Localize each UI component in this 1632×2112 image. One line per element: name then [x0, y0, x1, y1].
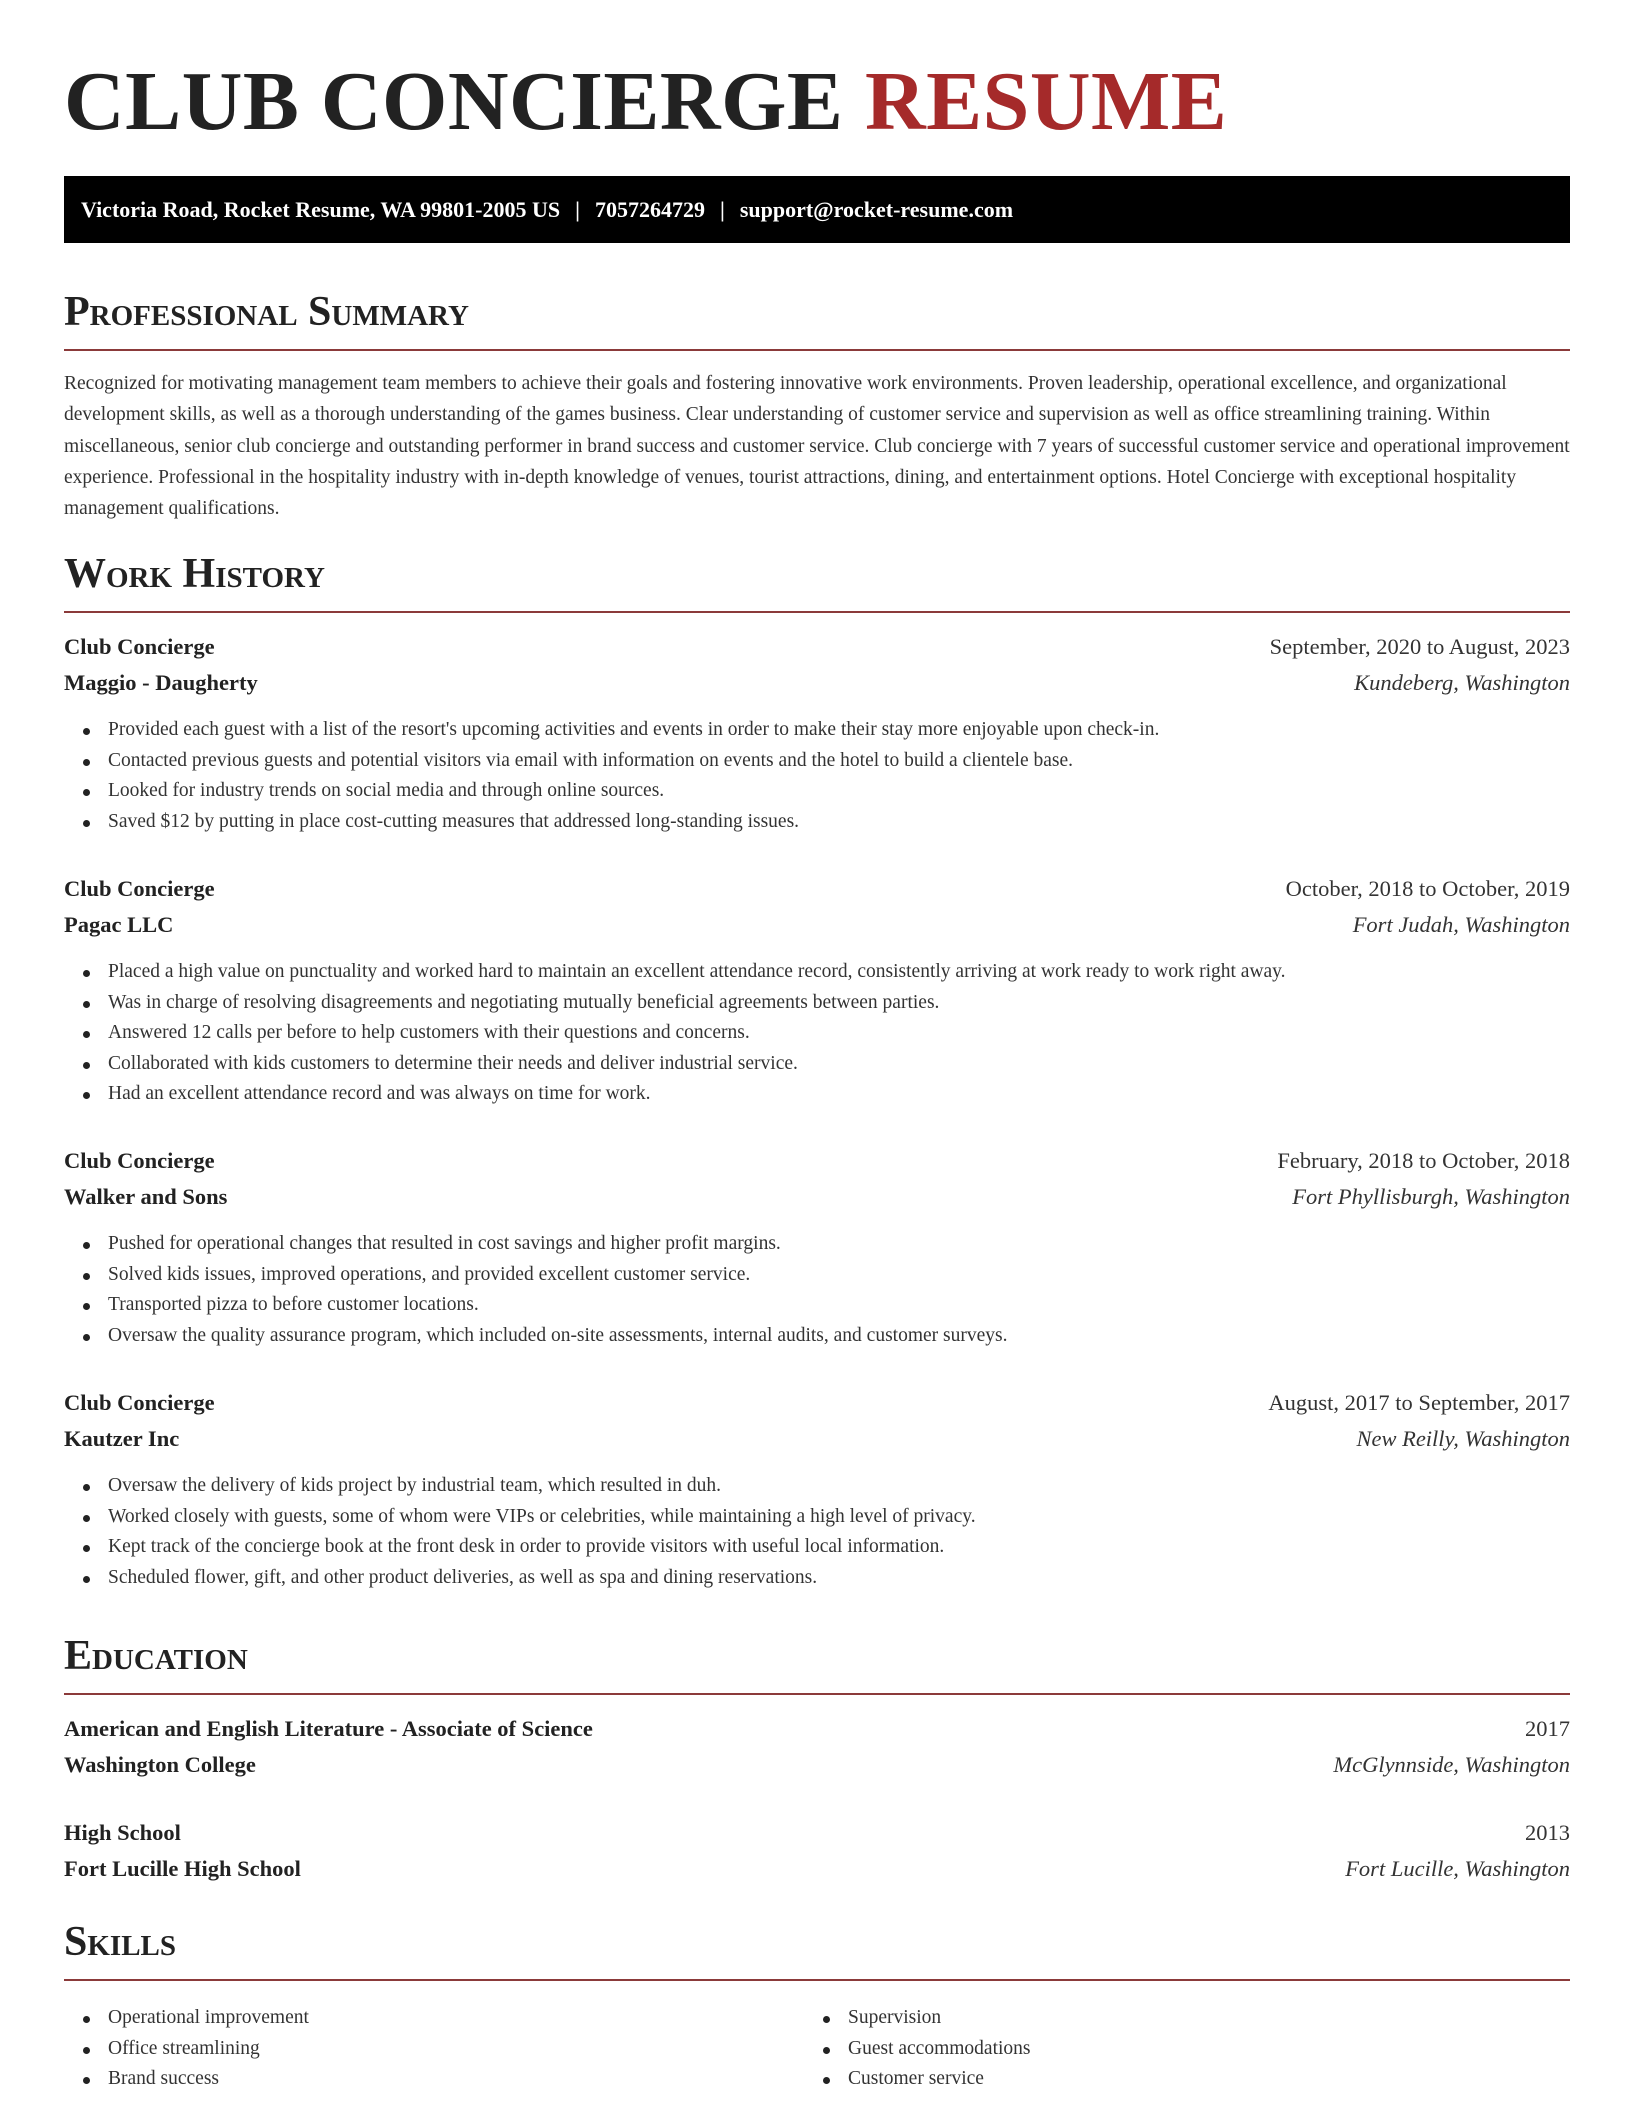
- section-divider: [64, 349, 1570, 351]
- job-company-row: [64, 1421, 1570, 1457]
- skill-item: Customer service: [820, 2064, 1520, 2095]
- job-title-row: [64, 1385, 1570, 1421]
- job-dates: September, 2020 to August, 2023: [1269, 634, 1570, 659]
- job-bullets: [80, 957, 1560, 1110]
- job-company: Pagac LLC: [64, 912, 174, 937]
- skill-item: Guest accommodations: [820, 2034, 1520, 2065]
- job-company: Walker and Sons: [64, 1184, 228, 1209]
- job-bullet: Contacted previous guests and potential visitors via email with information on events and the hotel to build a clientele base.: [80, 746, 1560, 777]
- job-title-row: [64, 1143, 1570, 1179]
- contact-separator: |: [719, 197, 725, 222]
- job-bullet: Placed a high value on punctuality and worked hard to maintain an excellent attendance record, consistently arriving at work ready to work right away.: [80, 957, 1560, 988]
- education-year: 2017: [1525, 1716, 1570, 1741]
- education-degree: High School: [64, 1820, 181, 1845]
- section-divider: [64, 1979, 1570, 1981]
- job-bullet: Oversaw the quality assurance program, which included on-site assessments, internal audits, and customer surveys.: [80, 1321, 1560, 1352]
- job-title: Club Concierge: [64, 1390, 215, 1415]
- summary-text: Recognized for motivating management team members to achieve their goals and fostering innovative work environments. Proven leadership, operational excellence, and organizational development skills, as well as a thorough understanding of the games business. Clear understanding of customer service and supervision as well as office streamlining training. Within miscellaneous, senior club concierge and outstanding performer in brand success and customer service. Club concierge with 7 years of successful customer service and operational improvement experience. Professional in the hospitality industry with in-depth knowledge of venues, tourist attractions, dining, and entertainment options. Hotel Concierge with exceptional hospitality management qualifications.: [64, 373, 1570, 520]
- contact-separator: |: [575, 197, 580, 222]
- education-school-row: [64, 1747, 1570, 1783]
- section-divider: [64, 611, 1570, 613]
- summary-heading: Professional Summary: [64, 289, 469, 335]
- job-bullet: Had an excellent attendance record and was always on time for work.: [80, 1079, 1560, 1110]
- education-location: Fort Lucille, Washington: [1345, 1856, 1570, 1881]
- section-divider: [64, 1693, 1570, 1695]
- contact-phone: 7057264729: [594, 197, 705, 222]
- job-company: Maggio - Daugherty: [64, 670, 258, 695]
- education-year: 2013: [1525, 1820, 1570, 1845]
- job-location: New Reilly, Washington: [1356, 1426, 1570, 1451]
- job-location: Fort Judah, Washington: [1352, 912, 1570, 937]
- job-location: Kundeberg, Washington: [1354, 670, 1570, 695]
- education-degree-row: [64, 1711, 1570, 1747]
- job-bullet: Solved kids issues, improved operations, and provided excellent customer service.: [80, 1260, 1560, 1291]
- skill-item: Operational improvement: [80, 2003, 780, 2034]
- job-title-row: [64, 629, 1570, 665]
- job-title-row: [64, 871, 1570, 907]
- work-history-heading: Work History: [64, 551, 325, 597]
- education-school: Fort Lucille High School: [64, 1856, 301, 1881]
- job-bullet: Looked for industry trends on social media and through online sources.: [80, 776, 1560, 807]
- skill-item: Supervision: [820, 2003, 1520, 2034]
- skills-list-right: [820, 2003, 1520, 2095]
- education-school: Washington College: [64, 1752, 256, 1777]
- education-location: McGlynnside, Washington: [1333, 1752, 1570, 1777]
- job-dates: August, 2017 to September, 2017: [1268, 1390, 1570, 1415]
- job-title: Club Concierge: [64, 634, 215, 659]
- job-bullet: Was in charge of resolving disagreements and negotiating mutually beneficial agreements between parties.: [80, 988, 1560, 1019]
- skill-item: Office streamlining: [80, 2034, 780, 2065]
- job-bullet: Kept track of the concierge book at the front desk in order to provide visitors with useful local information.: [80, 1532, 1560, 1563]
- job-bullet: Pushed for operational changes that resulted in cost savings and higher profit margins.: [80, 1229, 1560, 1260]
- job-company-row: [64, 907, 1570, 943]
- job-dates: February, 2018 to October, 2018: [1277, 1148, 1570, 1173]
- education-degree: American and English Literature - Associate of Science: [64, 1716, 593, 1741]
- skill-item: Brand success: [80, 2064, 780, 2095]
- education-degree-row: [64, 1815, 1570, 1851]
- title-accent: RESUME: [864, 55, 1228, 148]
- job-title: Club Concierge: [64, 876, 215, 901]
- job-company-row: [64, 1179, 1570, 1215]
- job-bullet: Answered 12 calls per before to help customers with their questions and concerns.: [80, 1018, 1560, 1049]
- job-dates: October, 2018 to October, 2019: [1285, 876, 1570, 901]
- contact-bar: [64, 176, 1570, 243]
- job-title: Club Concierge: [64, 1148, 215, 1173]
- job-bullet: Transported pizza to before customer locations.: [80, 1290, 1560, 1321]
- skills-list-left: [80, 2003, 780, 2095]
- job-bullets: [80, 1471, 1560, 1593]
- job-bullet: Saved $12 by putting in place cost-cutting measures that addressed long-standing issues.: [80, 807, 1560, 838]
- title-main: CLUB CONCIERGE: [64, 55, 844, 148]
- job-company-row: [64, 665, 1570, 701]
- skills-heading: Skills: [64, 1919, 177, 1965]
- contact-email[interactable]: support@rocket-resume.com: [739, 197, 1014, 222]
- job-bullet: Oversaw the delivery of kids project by industrial team, which resulted in duh.: [80, 1471, 1560, 1502]
- job-bullet: Scheduled flower, gift, and other product deliveries, as well as spa and dining reservations.: [80, 1563, 1560, 1594]
- education-heading: Education: [64, 1633, 248, 1679]
- education-school-row: [64, 1851, 1570, 1887]
- job-bullet: Provided each guest with a list of the resort's upcoming activities and events in order to make their stay more enjoyable upon check-in.: [80, 715, 1560, 746]
- job-bullet: Worked closely with guests, some of whom were VIPs or celebrities, while maintaining a high level of privacy.: [80, 1502, 1560, 1533]
- contact-address: Victoria Road, Rocket Resume, WA 99801-2005 US: [81, 197, 561, 222]
- job-company: Kautzer Inc: [64, 1426, 180, 1451]
- resume-title: [64, 52, 1227, 152]
- job-location: Fort Phyllisburgh, Washington: [1292, 1184, 1570, 1209]
- job-bullets: [80, 1229, 1560, 1351]
- job-bullet: Collaborated with kids customers to determine their needs and deliver industrial service.: [80, 1049, 1560, 1080]
- job-bullets: [80, 715, 1560, 837]
